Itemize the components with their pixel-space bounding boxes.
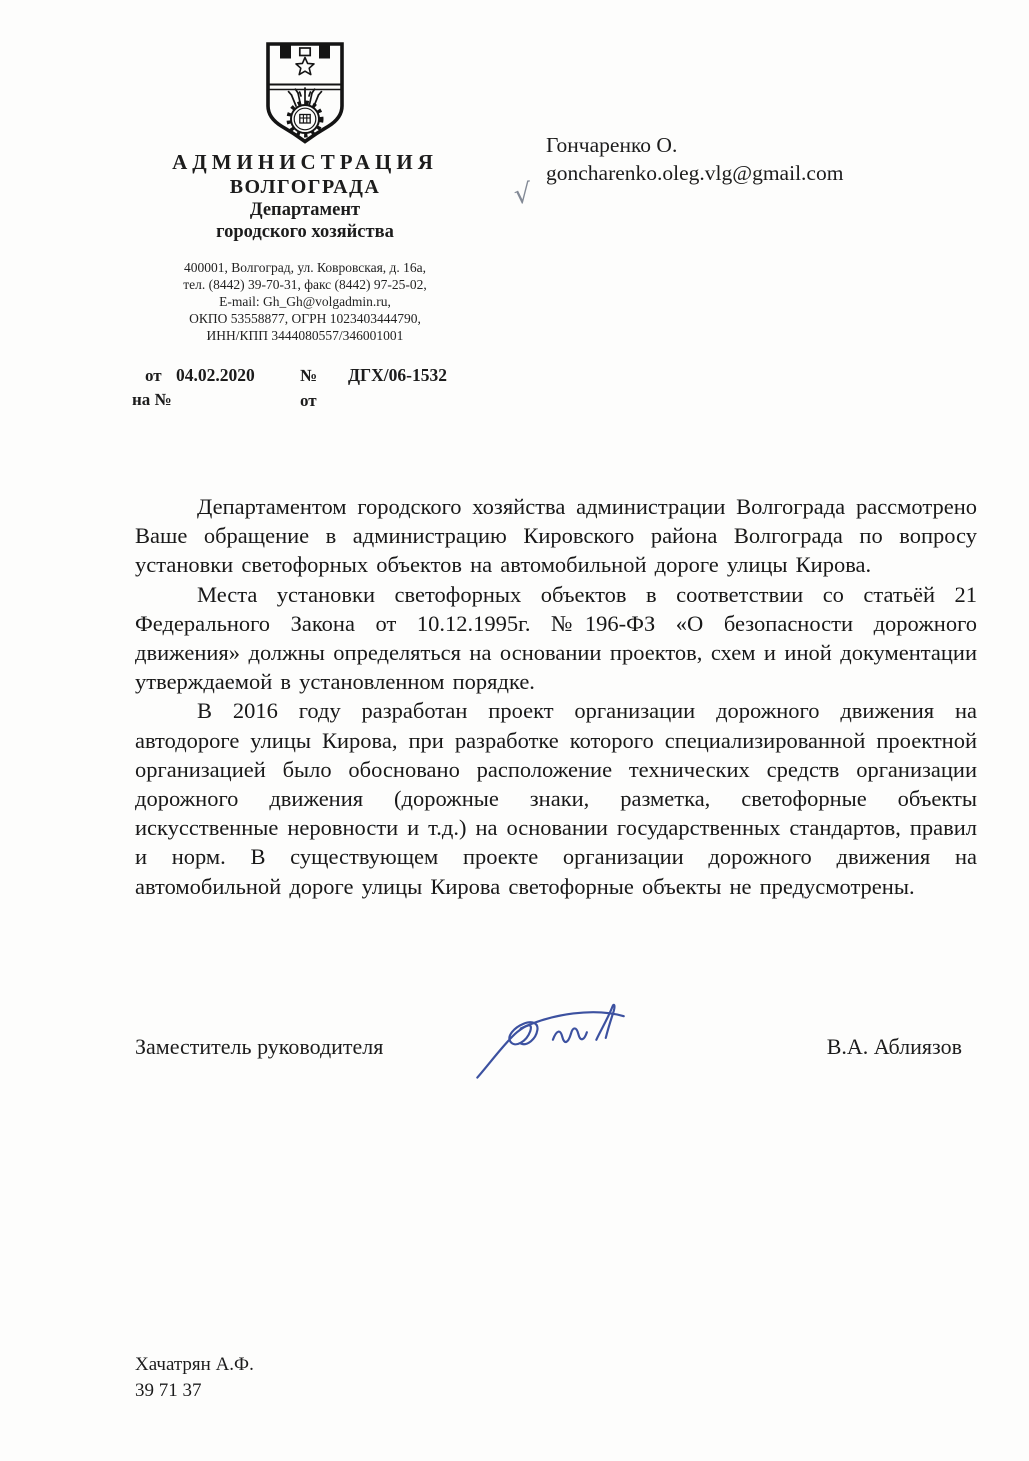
recipient-name: Гончаренко О. [546, 133, 678, 157]
ref-reply-number-label: на № [132, 390, 172, 409]
body-paragraph-1: Департаментом городского хозяйства администрации Волгограда рассмотрено Ваше обращение в администрацию Кировского района Волгограда по вопросу установки светофорных объектов на автомобильной дороге улицы Кирова. [135, 494, 977, 578]
signatory-position: Заместитель руководителя [135, 1034, 384, 1059]
reference-block [132, 366, 492, 418]
executor-name: Хачатрян А.Ф. [135, 1354, 254, 1375]
ref-reply-from-label: от [300, 391, 317, 410]
body-paragraph-3: В 2016 году разработан проект организации дорожного движения на автодороге улицы Кирова, при разработке которого специализированной проектной организацией было обосновано расположение технических средств организации дорожного движения (дорожные знаки, разметка, светофорные объекты искусственные неровности и т.д.) на основании государственных стандартов, правил и норм. В существующем проекте организации дорожного движения на автомобильной дороге улицы Кирова светофорные объекты не предусмотрены. [135, 698, 977, 899]
handwritten-checkmark-icon: √ [512, 178, 533, 211]
recipient-block [512, 131, 844, 211]
signature-row [0, 1026, 1029, 1106]
letterhead [95, 40, 515, 344]
contact-okpo-ogrn: ОКПО 53558877, ОГРН 1023403444790, [189, 311, 421, 326]
contact-inn-kpp: ИНН/КПП 3444080557/346001001 [206, 328, 404, 343]
signatory-name: В.А. Аблиязов [826, 1034, 962, 1059]
ref-number-label: № [300, 366, 318, 385]
ref-from-label: от [145, 366, 162, 385]
ref-date-value: 04.02.2020 [176, 365, 255, 385]
ref-number-value: ДГХ/06-1532 [348, 365, 448, 385]
dept-name-line1: Департамент [249, 200, 361, 220]
contact-block [95, 259, 515, 344]
executor-phone: 39 71 37 [135, 1380, 202, 1401]
recipient-email: goncharenko.oleg.vlg@gmail.com [546, 161, 844, 185]
body-paragraph-2: Места установки светофорных объектов в соответствии со статьёй 21 Федерального Закона от 10.12.1995г. №196-ФЗ «О безопасности дорожного движения» должны определяться на основании проектов, схем и иной документации утверждаемой в установленном порядке. [135, 581, 977, 695]
letter-body [135, 492, 977, 901]
dept-name-line2: городского хозяйства [216, 222, 394, 242]
org-name-line1: АДМИНИСТРАЦИЯ [172, 150, 438, 174]
contact-address: 400001, Волгоград, ул. Ковровская, д. 16а, [183, 260, 427, 275]
handwritten-signature-icon [466, 986, 636, 1086]
org-name-line2: ВОЛГОГРАДА [229, 176, 381, 198]
volgograd-coat-of-arms-icon [260, 40, 350, 146]
contact-phone-fax: тел. (8442) 39-70-31, факс (8442) 97-25-02, [183, 277, 427, 292]
contact-email: E-mail: Gh_Gh@volgadmin.ru, [219, 294, 391, 309]
executor-block [135, 1352, 254, 1404]
